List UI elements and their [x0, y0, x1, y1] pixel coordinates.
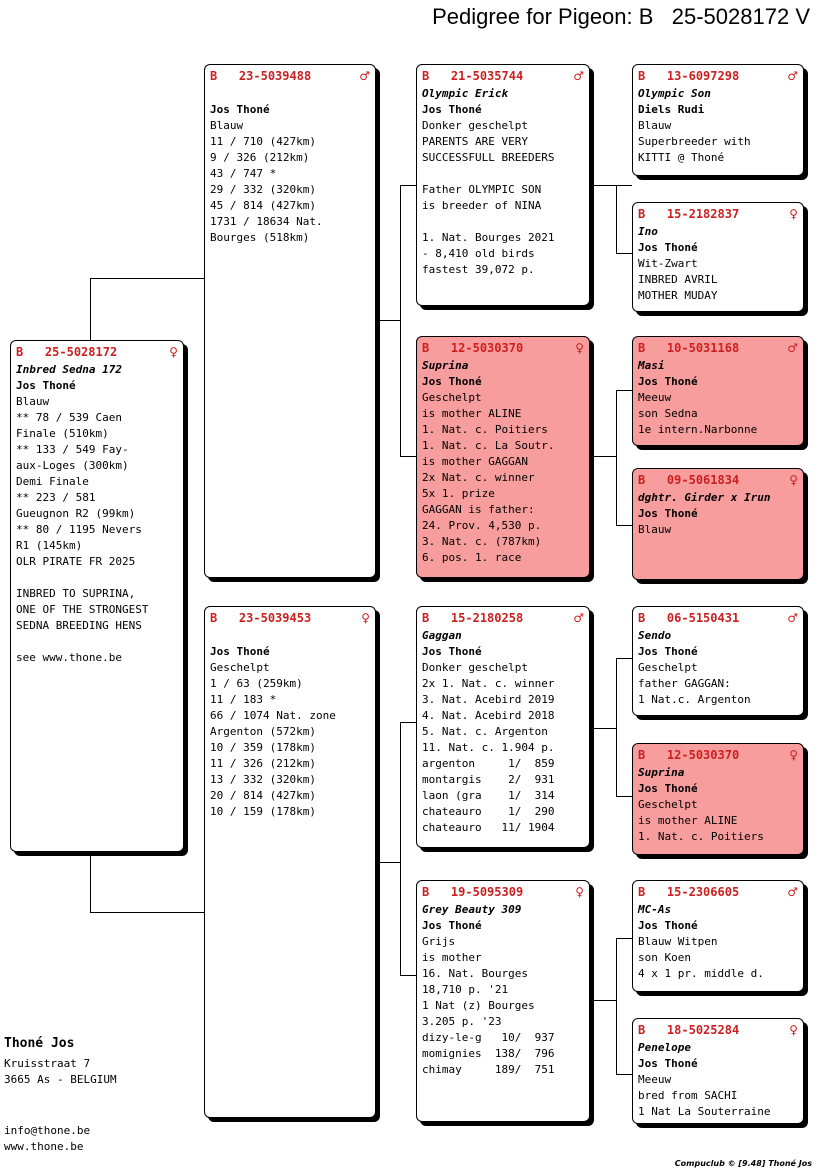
connector-line: [594, 1000, 616, 1001]
info-line: is mother GAGGAN: [422, 455, 528, 468]
ring-number: 23-5039453: [238, 611, 312, 625]
sex-icon: ♂: [787, 885, 798, 899]
info-line: is mother: [422, 951, 482, 964]
country-code: B: [638, 748, 646, 762]
info-line: 11 / 183 *: [210, 693, 277, 706]
card-header: [210, 68, 370, 85]
connector-line: [616, 525, 632, 526]
pigeon-name: dghtr. Girder x Irun: [638, 491, 771, 504]
country-code: B: [638, 207, 646, 221]
info-line: ** 80 / 1195 Nevers: [16, 523, 142, 536]
info-line: father GAGGAN:: [638, 677, 731, 690]
country-code: B: [210, 69, 218, 83]
pigeon-card-sire[interactable]: [204, 64, 376, 578]
sex-icon: ♀: [575, 885, 584, 899]
ring-number: 15-2180258: [450, 611, 524, 625]
info-line: Blauw: [638, 523, 672, 536]
connector-line: [616, 938, 617, 1074]
info-line: chateauro 11/ 1904: [422, 821, 555, 834]
breeder-name: Jos Thoné: [638, 1057, 698, 1070]
info-line: ** 78 / 539 Caen: [16, 411, 122, 424]
pigeon-name: Inbred Sedna 172: [16, 363, 122, 376]
info-line: 1731 / 18634 Nat.: [210, 215, 323, 228]
pigeon-name: Sendo: [638, 629, 672, 642]
card-header: [638, 340, 798, 357]
card-header: [638, 747, 798, 764]
connector-line: [400, 722, 401, 975]
connector-line: [616, 185, 617, 253]
breeder-name: Jos Thoné: [422, 919, 482, 932]
pigeon-card-dss[interactable]: [632, 606, 804, 716]
info-line: SUCCESSFULL BREEDERS: [422, 151, 555, 164]
info-line: 43 / 747 *: [210, 167, 277, 180]
info-line: is mother ALINE: [638, 814, 738, 827]
pigeon-card-dsd[interactable]: [632, 743, 804, 855]
sex-icon: ♀: [789, 748, 798, 762]
connector-line: [400, 456, 416, 457]
info-line: chimay 189/ 751: [422, 1063, 555, 1076]
pigeon-name: Suprina: [638, 766, 685, 779]
info-line: 20 / 814 (427km): [210, 789, 316, 802]
breeder-name: Jos Thoné: [422, 645, 482, 658]
pigeon-card-dam-sire[interactable]: [416, 606, 590, 848]
info-line: OLR PIRATE FR 2025: [16, 555, 136, 568]
pigeon-card-sire-sire[interactable]: [416, 64, 590, 306]
pigeon-name: [210, 86, 370, 102]
info-line: ** 133 / 549 Fay-: [16, 443, 129, 456]
ring-label: [638, 610, 739, 627]
info-line: Geschelpt: [422, 391, 482, 404]
ring-label: [422, 884, 523, 901]
pigeon-card-sss[interactable]: [632, 64, 804, 176]
pigeon-card-sire-dam[interactable]: [416, 336, 590, 578]
connector-line: [594, 456, 616, 457]
breeder-name: Jos Thoné: [638, 375, 698, 388]
connector-line: [380, 320, 400, 321]
info-line: 1. Nat. c. Poitiers: [638, 830, 764, 843]
connector-line: [400, 722, 416, 723]
connector-line: [616, 938, 632, 939]
breeder-name: Jos Thoné: [638, 782, 698, 795]
info-line: 4. Nat. Acebird 2018: [422, 709, 555, 722]
card-header: [638, 68, 798, 85]
address-line: 3665 As - BELGIUM: [4, 1073, 117, 1086]
info-line: 2x Nat. c. winner: [422, 471, 535, 484]
card-header: [422, 884, 584, 901]
info-line: Geschelpt: [210, 661, 270, 674]
info-line: 1 / 63 (259km): [210, 677, 303, 690]
ring-label: [16, 344, 117, 361]
info-line: KITTI @ Thoné: [638, 151, 725, 164]
info-line: 5x 1. prize: [422, 487, 495, 500]
sex-icon: ♂: [787, 69, 798, 83]
pigeon-name: Masi: [638, 359, 665, 372]
connector-line: [400, 975, 416, 976]
info-line: 1e intern.Narbonne: [638, 423, 758, 436]
ring-number: 12-5030370: [450, 341, 524, 355]
breeder-name: Jos Thoné: [210, 645, 270, 658]
ring-label: [422, 610, 523, 627]
info-line: 11 / 326 (212km): [210, 757, 316, 770]
owner-contact: [4, 1123, 90, 1155]
info-line: argenton 1/ 859: [422, 757, 555, 770]
connector-line: [616, 390, 632, 391]
country-code: B: [422, 611, 430, 625]
pigeon-name: Olympic Erick: [422, 87, 509, 100]
breeder-name: Jos Thoné: [422, 375, 482, 388]
info-line: 24. Prov. 4,530 p.: [422, 519, 542, 532]
country-code: B: [422, 341, 430, 355]
address-line: Kruisstraat 7: [4, 1057, 91, 1070]
ring-label: [422, 68, 523, 85]
ring-label: [638, 472, 739, 489]
ring-label: [638, 340, 739, 357]
info-line: montargis 2/ 931: [422, 773, 555, 786]
card-header: [422, 68, 584, 85]
connector-line: [90, 278, 91, 340]
pigeon-card-sdd[interactable]: [632, 468, 804, 580]
connector-line: [400, 185, 416, 186]
info-line: Blauw: [210, 119, 244, 132]
ring-number: 18-5025284: [666, 1023, 740, 1037]
pigeon-card-ssd[interactable]: [632, 202, 804, 312]
info-line: 18,710 p. '21: [422, 983, 509, 996]
breeder-name: Jos Thoné: [210, 103, 270, 116]
info-line: 1 Nat La Souterraine: [638, 1105, 771, 1118]
ring-number: 06-5150431: [666, 611, 740, 625]
connector-line: [90, 852, 91, 912]
card-header: [210, 610, 370, 627]
info-line: Blauw: [16, 395, 50, 408]
owner-address: [4, 1036, 117, 1088]
pigeon-card-subject[interactable]: [10, 340, 184, 852]
ring-number: 13-6097298: [666, 69, 740, 83]
connector-line: [616, 253, 632, 254]
breeder-name: Diels Rudi: [638, 103, 705, 116]
info-line: INBRED TO SUPRINA,: [16, 587, 136, 600]
info-line: 16. Nat. Bourges: [422, 967, 528, 980]
info-line: Gueugnon R2 (99km): [16, 507, 136, 520]
country-code: B: [16, 345, 24, 359]
info-line: GAGGAN is father:: [422, 503, 535, 516]
connector-line: [594, 728, 616, 729]
card-header: [422, 610, 584, 627]
sex-icon: ♀: [789, 473, 798, 487]
pigeon-name: Suprina: [422, 359, 469, 372]
owner-name: Thoné Jos: [4, 1036, 75, 1051]
ring-number: 10-5031168: [666, 341, 740, 355]
card-header: [638, 206, 798, 223]
ring-label: [638, 1022, 739, 1039]
pigeon-name: [210, 628, 370, 644]
info-line: 66 / 1074 Nat. zone: [210, 709, 336, 722]
info-line: bred from SACHI: [638, 1089, 738, 1102]
info-line: 1. Nat. Bourges 2021: [422, 231, 555, 244]
pigeon-name: Penelope: [638, 1041, 691, 1054]
breeder-name: Jos Thoné: [16, 379, 76, 392]
info-line: aux-Loges (300km): [16, 459, 129, 472]
pigeon-card-sds[interactable]: [632, 336, 804, 446]
info-line: Superbreeder with: [638, 135, 751, 148]
info-line: 3.205 p. '23: [422, 1015, 502, 1028]
country-code: B: [422, 69, 430, 83]
info-line: 2x 1. Nat. c. winner: [422, 677, 555, 690]
country-code: B: [638, 341, 646, 355]
info-line: 1. Nat. c. Poitiers: [422, 423, 548, 436]
info-line: Meeuw: [638, 1073, 672, 1086]
info-line: 45 / 814 (427km): [210, 199, 316, 212]
sex-icon: ♂: [573, 611, 584, 625]
info-line: 3. Nat. c. (787km): [422, 535, 542, 548]
info-line: [16, 634, 178, 650]
connector-line: [380, 862, 400, 863]
card-header: [16, 344, 178, 361]
sex-icon: ♂: [787, 611, 798, 625]
ring-number: 09-5061834: [666, 473, 740, 487]
pigeon-card-dam[interactable]: [204, 606, 376, 1118]
pigeon-name: Ino: [638, 225, 658, 238]
ring-number: 15-2182837: [666, 207, 740, 221]
info-line: Argenton (572km): [210, 725, 316, 738]
info-line: fastest 39,072 p.: [422, 263, 535, 276]
info-line: Wit-Zwart: [638, 257, 698, 270]
country-code: B: [638, 885, 646, 899]
info-line: is mother ALINE: [422, 407, 522, 420]
info-line: Bourges (518km): [210, 231, 310, 244]
info-line: - 8,410 old birds: [422, 247, 535, 260]
card-header: [638, 610, 798, 627]
country-code: B: [638, 611, 646, 625]
info-line: 10 / 359 (178km): [210, 741, 316, 754]
card-header: [638, 1022, 798, 1039]
info-line: 13 / 332 (320km): [210, 773, 316, 786]
connector-line: [90, 912, 204, 913]
info-line: ** 223 / 581: [16, 491, 96, 504]
info-line: Geschelpt: [638, 661, 698, 674]
sex-icon: ♀: [789, 207, 798, 221]
ring-label: [638, 206, 739, 223]
info-line: 11. Nat. c. 1.904 p.: [422, 741, 555, 754]
sex-icon: ♂: [787, 341, 798, 355]
info-line: 29 / 332 (320km): [210, 183, 316, 196]
ring-number: 21-5035744: [450, 69, 524, 83]
pigeon-card-dam-dam[interactable]: [416, 880, 590, 1122]
pigeon-card-ddd[interactable]: [632, 1018, 804, 1124]
info-line: PARENTS ARE VERY: [422, 135, 528, 148]
card-header: [422, 340, 584, 357]
sex-icon: ♂: [573, 69, 584, 83]
info-line: Donker geschelpt: [422, 119, 528, 132]
info-line: [422, 166, 584, 182]
breeder-name: Jos Thoné: [638, 645, 698, 658]
info-line: R1 (145km): [16, 539, 83, 552]
info-line: Blauw Witpen: [638, 935, 718, 948]
country-code: B: [210, 611, 218, 625]
sex-icon: ♀: [789, 1023, 798, 1037]
info-line: [422, 214, 584, 230]
sex-icon: ♂: [359, 69, 370, 83]
info-line: 11 / 710 (427km): [210, 135, 316, 148]
sex-icon: ♀: [575, 341, 584, 355]
pigeon-name: Olympic Son: [638, 87, 711, 100]
ring-label: [422, 340, 523, 357]
info-line: Father OLYMPIC SON: [422, 183, 542, 196]
info-line: 3. Nat. Acebird 2019: [422, 693, 555, 706]
country-code: B: [422, 885, 430, 899]
ring-label: [638, 884, 739, 901]
info-line: momignies 138/ 796: [422, 1047, 555, 1060]
info-line: Blauw: [638, 119, 672, 132]
info-line: 1 Nat.c. Argenton: [638, 693, 751, 706]
ring-number: 12-5030370: [666, 748, 740, 762]
connector-line: [616, 1074, 632, 1075]
website-link[interactable]: www.thone.be: [4, 1140, 84, 1153]
info-line: Finale (510km): [16, 427, 109, 440]
info-line: SEDNA BREEDING HENS: [16, 619, 142, 632]
footer-credit: Compuclub © [9.48] Thoné Jos: [674, 1159, 812, 1168]
pigeon-name: Gaggan: [422, 629, 462, 642]
ring-label: [638, 68, 739, 85]
connector-line: [616, 390, 617, 525]
connector-line: [90, 278, 204, 279]
ring-label: [210, 610, 311, 627]
info-line: see www.thone.be: [16, 651, 122, 664]
info-line: INBRED AVRIL: [638, 273, 718, 286]
sex-icon: ♀: [361, 611, 370, 625]
info-line: son Koen: [638, 951, 691, 964]
breeder-name: Jos Thoné: [638, 919, 698, 932]
sex-icon: ♀: [169, 345, 178, 359]
pigeon-name: MC-As: [638, 903, 672, 916]
connector-line: [616, 658, 632, 659]
info-line: 5. Nat. c. Argenton: [422, 725, 548, 738]
info-line: 4 x 1 pr. middle d.: [638, 967, 764, 980]
ring-number: 25-5028172: [44, 345, 118, 359]
info-line: 1 Nat (z) Bourges: [422, 999, 535, 1012]
info-line: dizy-le-g 10/ 937: [422, 1031, 555, 1044]
card-header: [638, 884, 798, 901]
info-line: 1. Nat. c. La Soutr.: [422, 439, 555, 452]
connector-line: [616, 658, 617, 796]
ring-label: [638, 747, 739, 764]
info-line: Meeuw: [638, 391, 672, 404]
info-line: chateauro 1/ 290: [422, 805, 555, 818]
info-line: is breeder of NINA: [422, 199, 542, 212]
pigeon-name: Grey Beauty 309: [422, 903, 522, 916]
ring-number: 19-5095309: [450, 885, 524, 899]
ring-number: 23-5039488: [238, 69, 312, 83]
info-line: Donker geschelpt: [422, 661, 528, 674]
info-line: laon (gra 1/ 314: [422, 789, 555, 802]
info-line: Demi Finale: [16, 475, 89, 488]
connector-line: [616, 796, 632, 797]
info-line: 10 / 159 (178km): [210, 805, 316, 818]
country-code: B: [638, 473, 646, 487]
breeder-name: Jos Thoné: [422, 103, 482, 116]
info-line: 6. pos. 1. race: [422, 551, 522, 564]
ring-number: 15-2306605: [666, 885, 740, 899]
connector-line: [594, 185, 632, 186]
info-line: ONE OF THE STRONGEST: [16, 603, 149, 616]
info-line: Grijs: [422, 935, 456, 948]
connector-line: [400, 185, 401, 456]
info-line: Geschelpt: [638, 798, 698, 811]
info-line: son Sedna: [638, 407, 698, 420]
pigeon-card-dds[interactable]: [632, 880, 804, 992]
card-header: [638, 472, 798, 489]
ring-label: [210, 68, 311, 85]
info-line: 9 / 326 (212km): [210, 151, 310, 164]
country-code: B: [638, 1023, 646, 1037]
email-link[interactable]: info@thone.be: [4, 1124, 91, 1137]
page-title: Pedigree for Pigeon: B 25-5028172 V: [432, 4, 810, 29]
info-line: MOTHER MUDAY: [638, 289, 718, 302]
breeder-name: Jos Thoné: [638, 507, 698, 520]
country-code: B: [638, 69, 646, 83]
breeder-name: Jos Thoné: [638, 241, 698, 254]
info-line: [16, 570, 178, 586]
